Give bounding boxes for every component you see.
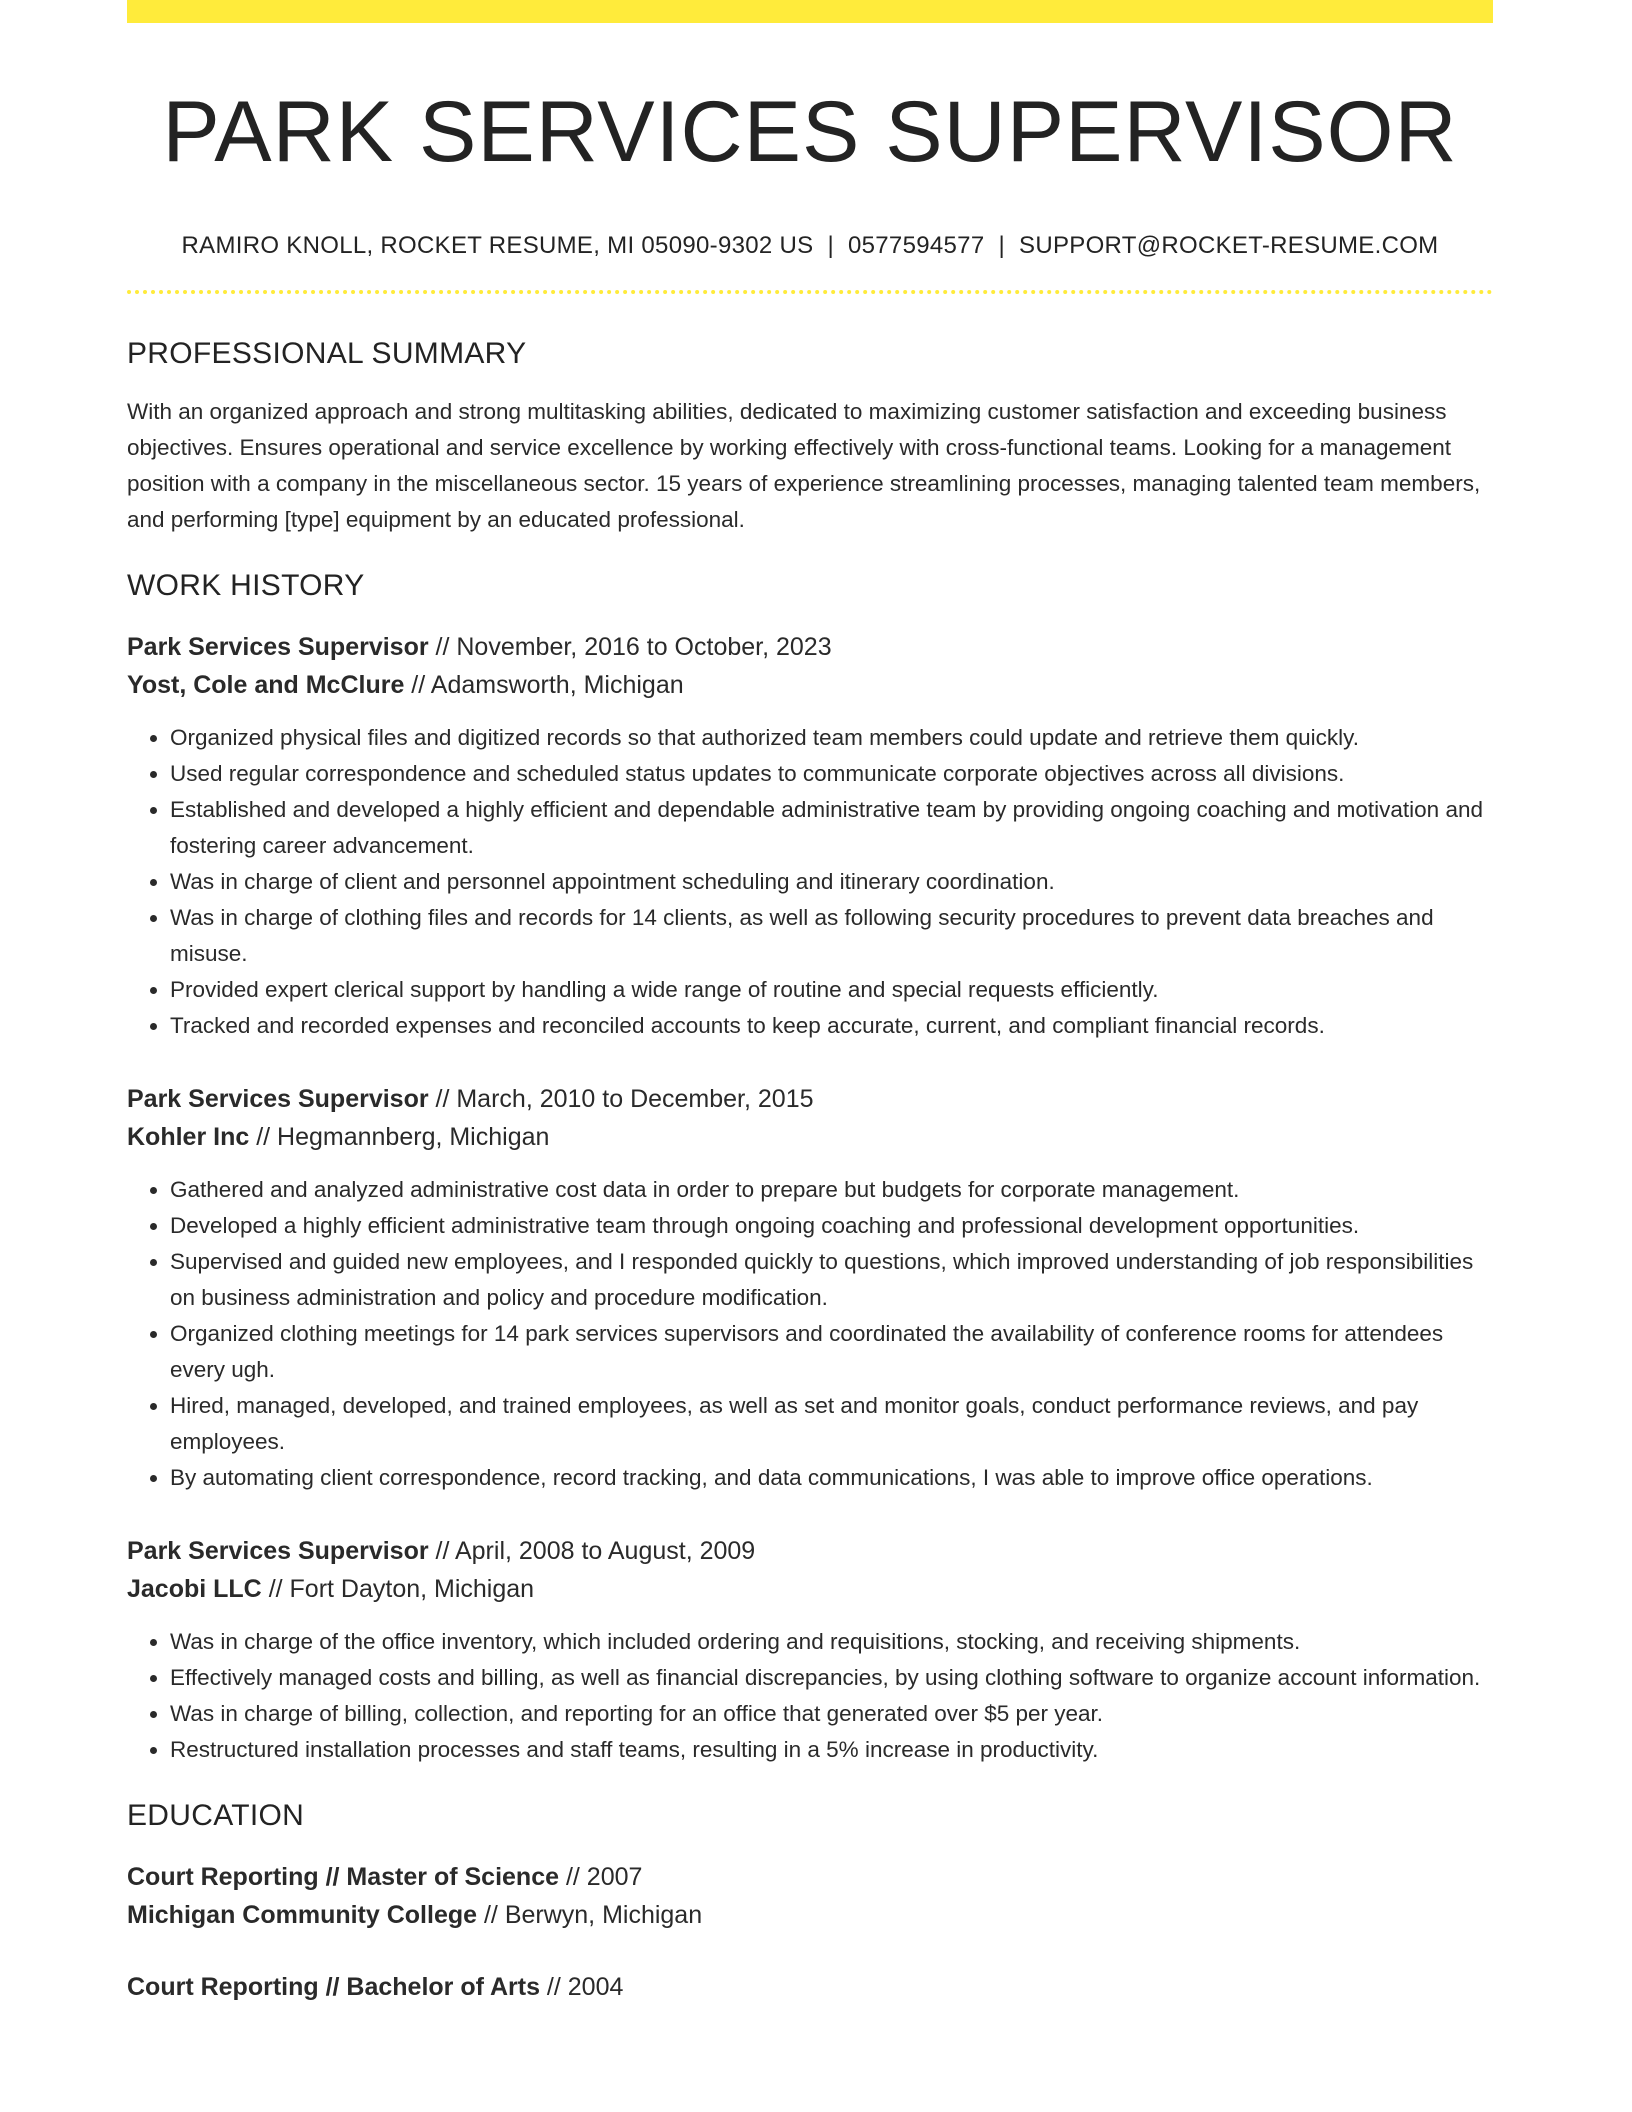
job-bullet: • Was in charge of client and personnel appointment scheduling and itinerary coordination. xyxy=(170,864,1493,900)
job-bullet: • Gathered and analyzed administrative cost data in order to prepare but budgets for corporate management. xyxy=(170,1172,1493,1208)
summary-text: With an organized approach and strong multitasking abilities, dedicated to maximizing customer satisfaction and exceeding business objectives. Ensures operational and service excellence by working effectively with cross-functional teams. Looking for a management position with a company in the miscellaneous sector. 15 years of experience streamlining processes, managing talented team members, and performing [type] equipment by an educated professional. xyxy=(127,398,1481,532)
job-entry xyxy=(127,628,1493,1044)
job-dates: // November, 2016 to October, 2023 xyxy=(428,632,832,661)
job-title: Park Services Supervisor xyxy=(127,1084,429,1113)
education-entry xyxy=(127,1858,1493,1934)
job-bullet: • Developed a highly efficient administrative team through ongoing coaching and professional development opportunities. xyxy=(170,1208,1493,1244)
job-bullet: • Was in charge of clothing files and records for 14 clients, as well as following security procedures to prevent data breaches and misuse. xyxy=(170,900,1493,972)
education-degree-line xyxy=(127,1968,1493,2006)
job-title: Park Services Supervisor xyxy=(127,632,429,661)
job-bullets xyxy=(127,1172,1493,1496)
job-location: // Adamsworth, Michigan xyxy=(404,670,684,699)
job-bullet: • Provided expert clerical support by handling a wide range of routine and special requests efficiently. xyxy=(170,972,1493,1008)
job-bullets xyxy=(127,1624,1493,1768)
job-bullet: • Organized clothing meetings for 14 park services supervisors and coordinated the availability of conference rooms for attendees every ugh. xyxy=(170,1316,1493,1388)
job-bullet: • By automating client correspondence, record tracking, and data communications, I was able to improve office operations. xyxy=(170,1460,1493,1496)
education-year: // 2004 xyxy=(539,1972,624,2001)
dotted-divider xyxy=(127,290,1493,294)
job-bullet: • Used regular correspondence and scheduled status updates to communicate corporate objectives across all divisions. xyxy=(170,756,1493,792)
contact-phone: 0577594577 xyxy=(847,231,985,259)
job-bullet: • Was in charge of the office inventory, which included ordering and requisitions, stocking, and receiving shipments. xyxy=(170,1624,1493,1660)
accent-bar xyxy=(127,0,1493,23)
job-bullets xyxy=(127,720,1493,1044)
resume-title: PARK SERVICES SUPERVISOR xyxy=(162,84,1458,180)
education-entry xyxy=(127,1968,1493,2006)
job-company-line xyxy=(127,1570,1493,1608)
job-entry xyxy=(127,1080,1493,1496)
resume-page xyxy=(127,0,1493,2006)
job-company-line xyxy=(127,666,1493,704)
job-bullet: • Tracked and recorded expenses and reconciled accounts to keep accurate, current, and compliant financial records. xyxy=(170,1008,1493,1044)
contact-separator: | xyxy=(827,231,834,259)
job-company: Kohler Inc xyxy=(127,1122,250,1151)
contact-line xyxy=(127,232,1493,260)
job-bullet: • Established and developed a highly efficient and dependable administrative team by providing ongoing coaching and motivation and fostering career advancement. xyxy=(170,792,1493,864)
education-degree: Court Reporting // Master of Science xyxy=(127,1862,560,1891)
job-location: // Hegmannberg, Michigan xyxy=(249,1122,550,1151)
job-title-line xyxy=(127,1532,1493,1570)
job-dates: // March, 2010 to December, 2015 xyxy=(428,1084,814,1113)
education-school-line xyxy=(127,1896,1493,1934)
summary-heading: PROFESSIONAL SUMMARY xyxy=(127,336,527,370)
job-bullet: • Restructured installation processes and staff teams, resulting in a 5% increase in productivity. xyxy=(170,1732,1493,1768)
job-bullet: • Effectively managed costs and billing, as well as financial discrepancies, by using clothing software to organize account information. xyxy=(170,1660,1493,1696)
job-company: Yost, Cole and McClure xyxy=(127,670,405,699)
job-title: Park Services Supervisor xyxy=(127,1536,429,1565)
job-dates: // April, 2008 to August, 2009 xyxy=(428,1536,756,1565)
job-bullet: • Supervised and guided new employees, and I responded quickly to questions, which improved understanding of job responsibilities on business administration and policy and procedure modification. xyxy=(170,1244,1493,1316)
job-bullet: • Was in charge of billing, collection, and reporting for an office that generated over $5 per year. xyxy=(170,1696,1493,1732)
education-year: // 2007 xyxy=(559,1862,643,1891)
contact-separator: | xyxy=(998,231,1006,259)
job-company-line xyxy=(127,1118,1493,1156)
education-degree-line xyxy=(127,1858,1493,1896)
education-heading: EDUCATION xyxy=(127,1798,305,1832)
contact-address: RAMIRO KNOLL, ROCKET RESUME, MI 05090-9302 US xyxy=(181,231,814,259)
job-company: Jacobi LLC xyxy=(127,1574,262,1603)
job-entry xyxy=(127,1532,1493,1768)
job-title-line xyxy=(127,1080,1493,1118)
job-title-line xyxy=(127,628,1493,666)
education-school: Michigan Community College xyxy=(127,1900,478,1929)
education-degree: Court Reporting // Bachelor of Arts xyxy=(127,1972,540,2001)
work-history-heading: WORK HISTORY xyxy=(127,568,365,602)
education-location: // Berwyn, Michigan xyxy=(477,1900,703,1929)
job-location: // Fort Dayton, Michigan xyxy=(261,1574,535,1603)
job-bullet: • Hired, managed, developed, and trained employees, as well as set and monitor goals, conduct performance reviews, and pay employees. xyxy=(170,1388,1493,1460)
job-bullet: • Organized physical files and digitized records so that authorized team members could update and retrieve them quickly. xyxy=(170,720,1493,756)
contact-email[interactable]: SUPPORT@ROCKET-RESUME.COM xyxy=(1019,231,1439,259)
